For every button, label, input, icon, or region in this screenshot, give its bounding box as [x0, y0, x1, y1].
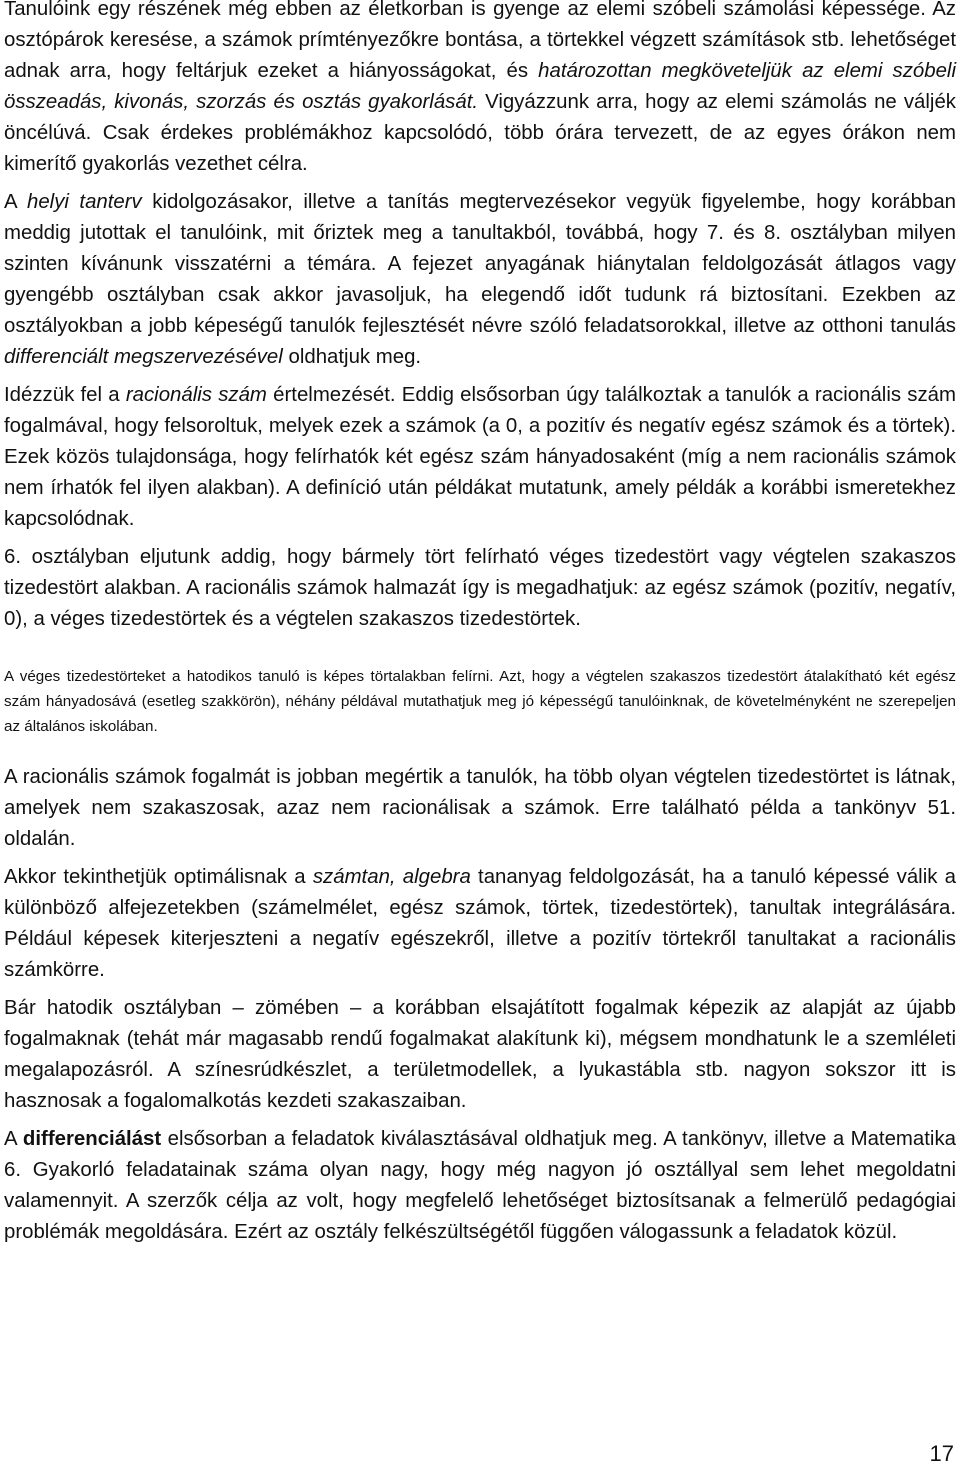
paragraph [4, 862, 956, 986]
text-run: A [4, 1128, 23, 1150]
page-body [4, 0, 956, 1255]
text-run: Tanulóink egy részének még ebben az életkorban is gyenge az elemi szóbeli számolási képessége. Az osztópárok keresése, a számok prímtényezőkre bontása, a törtekkel végzett számítások stb. lehetőséget adnak arra, hogy feltárjuk ezeket a hiányosságokat, és [4, 0, 956, 82]
text-run: értelmezését. Eddig elsősorban úgy találkoztak a tanulók a racionális szám fogalmával, hogy felsoroltuk, melyek ezek a számok (a 0, a pozitív és negatív egész számok és a törtek). Ezek közös tulajdonsága, hogy felírhatók két egész szám hányadosaként (míg a nem racionális számok nem írhatók fel ilyen alakban). A definíció után példákat mutatunk, amely példák a korábbi ismeretekhez kapcsolódnak. [4, 384, 956, 530]
note-paragraph: A véges tizedestörteket a hatodikos tanuló is képes törtalakban felírni. Azt, hogy a végtelen szakaszos tizedestört átalakítható két egész szám hányadosává (esetleg szakkörön), néhány példával mutathatjuk meg jó képességű tanulóinknak, de követelményként ne szerepeljen az általános iskolában. [4, 668, 956, 735]
paragraph [4, 0, 956, 180]
paragraph [4, 542, 956, 635]
text-run: differenciálást [22, 1128, 162, 1150]
text-run: differenciált megszervezésével [4, 346, 283, 368]
text-run: A [4, 191, 27, 213]
text-run: Akkor tekinthetjük optimálisnak a [4, 866, 313, 888]
text-run: határozottan megköveteljük az elemi szóbeli összeadás, kivonás, szorzás és osztás gyakorlását. [4, 60, 956, 113]
text-run: Vigyázzunk arra, hogy az elemi számolás ne váljék öncélúvá. Csak érdekes problémákhoz kapcsolódó, több órára tervezett, de az egyes órákon nem kimerítő gyakorlás vezethet célra. [4, 91, 956, 175]
paragraph [4, 187, 956, 373]
text-block-top [4, 0, 956, 635]
paragraph [4, 380, 956, 535]
text-run: racionális szám [125, 384, 267, 406]
text-run: Bár hatodik osztályban – zömében – a korábban elsajátított fogalmak képezik az alapját az újabb fogalmaknak (tehát már magasabb rendű fogalmakat alakítunk ki), mégsem mondhatunk le a szemléleti megalapozásról. A színesrúdkészlet, a területmodellek, a lyukastábla stb. nagyon sokszor itt is hasznosak a fogalomalkotás kezdeti szakaszaiban. [4, 997, 956, 1112]
text-run: oldhatjuk meg. [282, 346, 422, 368]
text-run: 6. osztályban eljutunk addig, hogy bármely tört felírható véges tizedestört vagy végtelen szakaszos tizedestört alakban. A racionális számok halmazát így is megadhatjuk: az egész számok (pozitív, negatív, 0), a véges tizedestörtek és a végtelen szakaszos tizedestörtek. [4, 546, 956, 630]
text-run: Idézzük fel a [4, 384, 126, 406]
text-run: helyi tanterv [26, 191, 142, 213]
text-run: számtan, algebra [312, 866, 471, 888]
text-run: tananyag feldolgozását, ha a tanuló képessé válik a különböző alfejezetekben (számelmélet, egész számok, törtek, tizedestörtek), tanultak integrálására. Például képesek kiterjeszteni a negatív egészekről, illetve a pozitív törtekről tanultakat a racionális számkörre. [4, 866, 956, 981]
text-run: kidolgozásakor, illetve a tanítás megtervezésekor vegyük figyelembe, hogy korábban meddig jutottak el tanulóink, mit őriztek meg a tanultakból, továbbá, hogy 7. és 8. osztályban milyen szinten kívánunk visszatérni a témára. A fejezet anyagának hiánytalan feldolgozását átlagos vagy gyengébb osztályban csak akkor javasoljuk, ha elegendő időt tudunk rá biztosítani. Ezekben az osztályokban a jobb képeségű tanulók fejlesztését névre szóló feladatsorokkal, illetve az otthoni tanulás [4, 191, 956, 337]
paragraph [4, 993, 956, 1117]
text-run: elsősorban a feladatok kiválasztásával oldhatjuk meg. A tankönyv, illetve a Matematika 6. Gyakorló feladatainak száma olyan nagy, hogy még nagyon jó osztállyal sem lehet megoldatni valamennyit. A szerzők célja az volt, hogy megfelelő lehetőséget biztosítsanak a felmerülő pedagógiai problémák megoldására. Ezért az osztály felkészültségétől függően válogassunk a feladatok közül. [4, 1128, 956, 1243]
page-number: 17 [929, 1441, 954, 1466]
text-run: A racionális számok fogalmát is jobban megértik a tanulók, ha több olyan végtelen tizedestörtet is látnak, amelyek nem szakaszosak, azaz nem racionálisak a számok. Erre található példa a tankönyv 51. oldalán. [4, 766, 956, 850]
paragraph [4, 762, 956, 855]
text-block-bottom [4, 762, 956, 1248]
paragraph [4, 1124, 956, 1248]
